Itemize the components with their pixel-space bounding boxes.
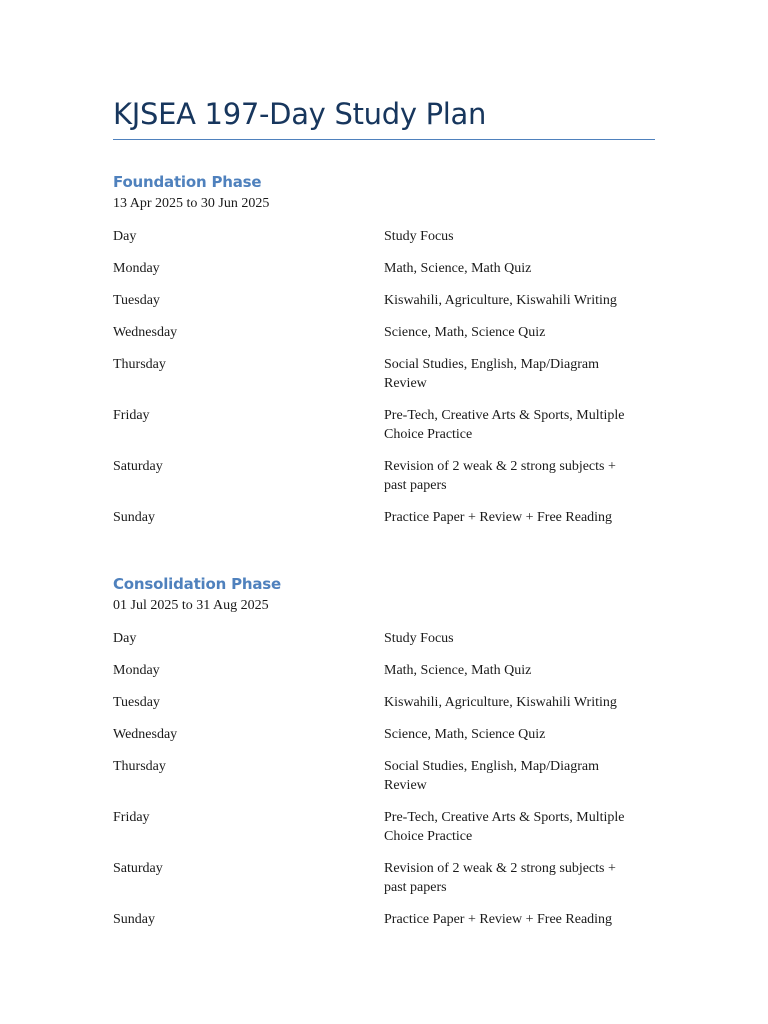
phase-date-range: 01 Jul 2025 to 31 Aug 2025 — [113, 598, 269, 613]
day-cell: Saturday — [113, 861, 163, 876]
title-divider — [113, 139, 655, 140]
schedule-table — [113, 227, 655, 527]
table-row — [113, 661, 655, 680]
phase-heading: Consolidation Phase — [113, 575, 281, 593]
phase-foundation — [113, 172, 655, 540]
study-focus-cell: Social Studies, English, Map/Diagram Review — [384, 357, 600, 391]
table-row — [113, 259, 655, 278]
study-focus-cell: Revision of 2 weak & 2 strong subjects + past papers — [384, 459, 616, 493]
schedule-table — [113, 629, 655, 929]
day-cell: Monday — [113, 663, 160, 678]
day-cell: Monday — [113, 261, 160, 276]
column-header-study-focus: Study Focus — [384, 229, 454, 244]
day-cell: Thursday — [113, 759, 166, 774]
table-row — [113, 291, 655, 310]
study-focus-cell: Practice Paper + Review + Free Reading — [384, 912, 613, 927]
day-cell: Friday — [113, 810, 150, 825]
day-cell: Sunday — [113, 510, 155, 525]
phase-heading: Foundation Phase — [113, 173, 262, 191]
table-row — [113, 808, 655, 846]
table-header-row — [113, 629, 655, 648]
day-cell: Friday — [113, 408, 150, 423]
table-row — [113, 725, 655, 744]
phase-date-range: 13 Apr 2025 to 30 Jun 2025 — [113, 196, 270, 211]
study-focus-cell: Social Studies, English, Map/Diagram Review — [384, 759, 600, 793]
column-header-day: Day — [113, 229, 137, 244]
study-focus-cell: Pre-Tech, Creative Arts & Sports, Multiple Choice Practice — [384, 810, 625, 844]
day-cell: Wednesday — [113, 325, 178, 340]
table-row — [113, 406, 655, 444]
study-focus-cell: Kiswahili, Agriculture, Kiswahili Writing — [384, 293, 617, 308]
study-focus-cell: Practice Paper + Review + Free Reading — [384, 510, 613, 525]
table-row — [113, 859, 655, 897]
table-row — [113, 323, 655, 342]
day-cell: Thursday — [113, 357, 166, 372]
study-focus-cell: Revision of 2 weak & 2 strong subjects + past papers — [384, 861, 616, 895]
study-focus-cell: Kiswahili, Agriculture, Kiswahili Writing — [384, 695, 617, 710]
column-header-study-focus: Study Focus — [384, 631, 454, 646]
day-cell: Wednesday — [113, 727, 178, 742]
day-cell: Tuesday — [113, 293, 160, 308]
study-focus-cell: Math, Science, Math Quiz — [384, 663, 532, 678]
table-row — [113, 457, 655, 495]
table-row — [113, 757, 655, 795]
study-focus-cell: Science, Math, Science Quiz — [384, 727, 546, 742]
day-cell: Saturday — [113, 459, 163, 474]
day-cell: Sunday — [113, 912, 155, 927]
day-cell: Tuesday — [113, 695, 160, 710]
document-title: KJSEA 197-Day Study Plan — [113, 97, 487, 131]
phase-consolidation — [113, 574, 655, 942]
table-header-row — [113, 227, 655, 246]
column-header-day: Day — [113, 631, 137, 646]
study-focus-cell: Pre-Tech, Creative Arts & Sports, Multiple Choice Practice — [384, 408, 625, 442]
table-row — [113, 910, 655, 929]
table-row — [113, 508, 655, 527]
table-row — [113, 355, 655, 393]
study-focus-cell: Science, Math, Science Quiz — [384, 325, 546, 340]
table-row — [113, 693, 655, 712]
study-focus-cell: Math, Science, Math Quiz — [384, 261, 532, 276]
